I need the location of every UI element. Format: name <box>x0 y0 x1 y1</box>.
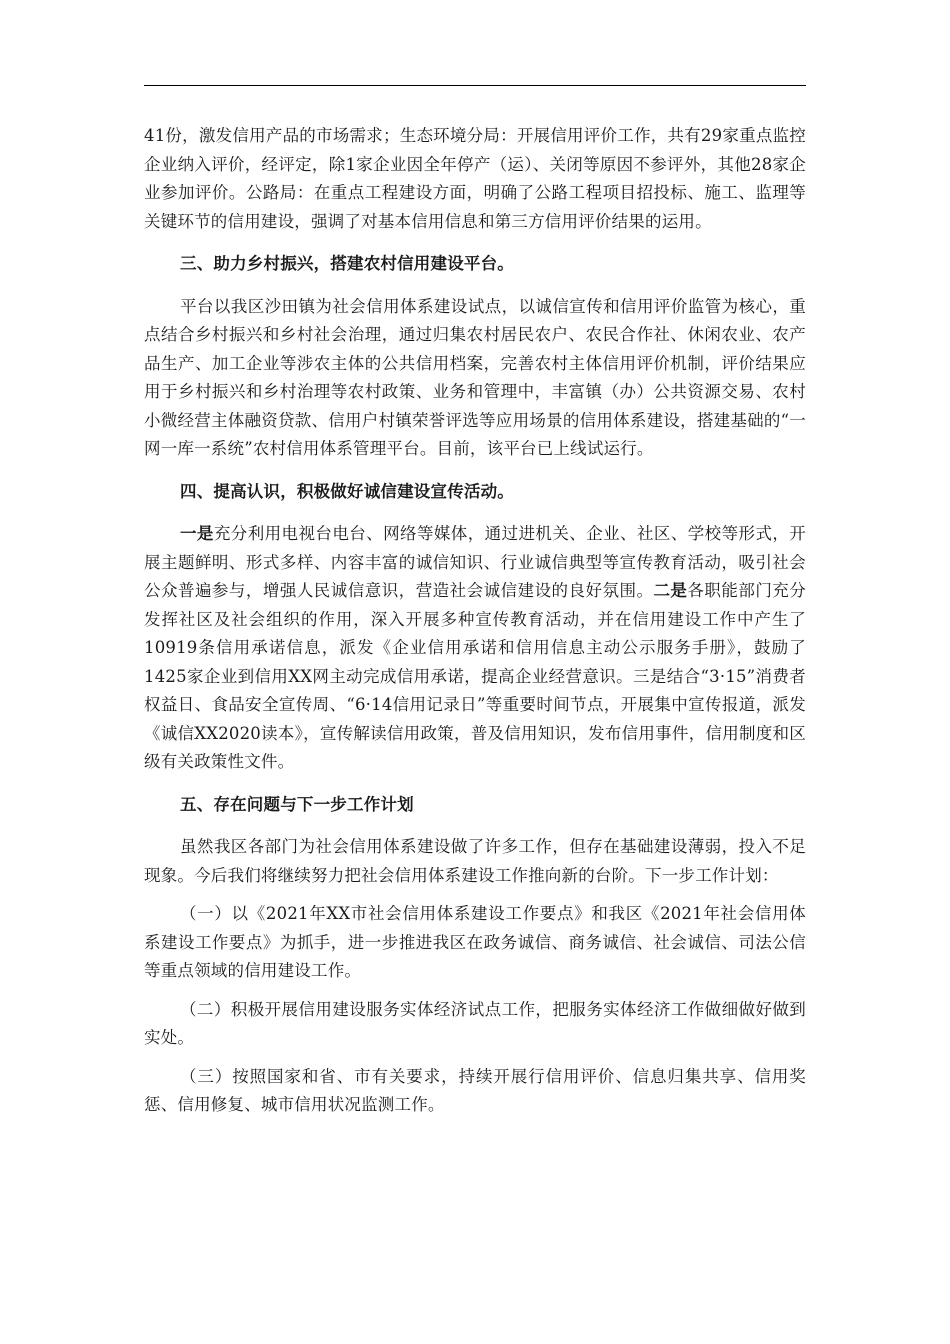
document-body <box>144 122 806 1120</box>
section-heading-4: 四、提高认识，积极做好诚信建设宣传活动。 <box>180 481 514 501</box>
lead-phrase-2: 二是 <box>653 581 688 600</box>
paragraph-publicity <box>144 520 806 777</box>
section-heading-3: 三、助力乡村振兴，搭建农村信用建设平台。 <box>180 254 514 273</box>
plan-item-2: （二）积极开展信用建设服务实体经济试点工作，把服务实体经济工作做细做好做到实处。 <box>144 999 806 1047</box>
publicity-text-1: 充分利用电视台电台、网络等媒体，通过进机关、企业、社区、学校等形式，开展主题鲜明、形式多样、内容丰富的诚信知识、行业诚信典型等宣传教育活动，吸引社会公众普遍参与，增强人民诚信意识，营造社会诚信建设的良好氛围。 <box>144 524 807 600</box>
paragraph-rural-platform: 平台以我区沙田镇为社会信用体系建设试点，以诚信宣传和信用评价监管为核心，重点结合乡村振兴和乡村社会治理，通过归集农村居民农户、农民合作社、休闲农业、农产品生产、加工企业等涉农主体的公共信用档案，完善农村主体信用评价机制，评价结果应用于乡村振兴和乡村治理等农村政策、业务和管理中，丰富镇（办）公共资源交易、农村小微经营主体融资贷款、信用户村镇荣誉评选等应用场景的信用体系建设，搭建基础的“一网一库一系统”农村信用体系管理平台。目前，该平台已上线试运行。 <box>144 296 806 458</box>
lead-phrase-1: 一是 <box>180 524 214 543</box>
plan-item-3: （三）按照国家和省、市有关要求，持续开展行信用评价、信息归集共享、信用奖惩、信用修复、城市信用状况监测工作。 <box>144 1066 806 1114</box>
plan-item-1: （一）以《2021年XX市社会信用体系建设工作要点》和我区《2021年社会信用体系建设工作要点》为抓手，进一步推进我区在政务诚信、商务诚信、社会诚信、司法公信等重点领域的信用建设工作。 <box>144 904 806 980</box>
publicity-text-2: 各职能部门充分发挥社区及社会组织的作用，深入开展多种宣传教育活动，并在信用建设工作中产生了10919条信用承诺信息，派发《企业信用承诺和信用信息主动公示服务手册》，鼓励了1425家企业到信用XX网主动完成信用承诺，提高企业经营意识。三是结合“3·15”消费者权益日、食品安全宣传周、“6·14信用记录日”等重要时间节点，开展集中宣传报道，派发《诚信XX2020读本》，宣传解读信用政策，普及信用知识，发布信用事件，信用制度和区级有关政策性文件。 <box>144 581 806 771</box>
header-rule <box>144 85 806 86</box>
paragraph-continued: 41份，激发信用产品的市场需求；生态环境分局：开展信用评价工作，共有29家重点监控企业纳入评价，经评定，除1家企业因全年停产（运）、关闭等原因不参评外，其他28家企业参加评价。公路局：在重点工程建设方面，明确了公路工程项目招投标、施工、监理等关键环节的信用建设，强调了对基本信用信息和第三方信用评价结果的运用。 <box>144 126 806 231</box>
section-heading-5: 五、存在问题与下一步工作计划 <box>180 794 414 814</box>
paragraph-problems: 虽然我区各部门为社会信用体系建设做了许多工作，但存在基础建设薄弱，投入不足现象。今后我们将继续努力把社会信用体系建设工作推向新的台阶。下一步工作计划： <box>144 837 806 885</box>
